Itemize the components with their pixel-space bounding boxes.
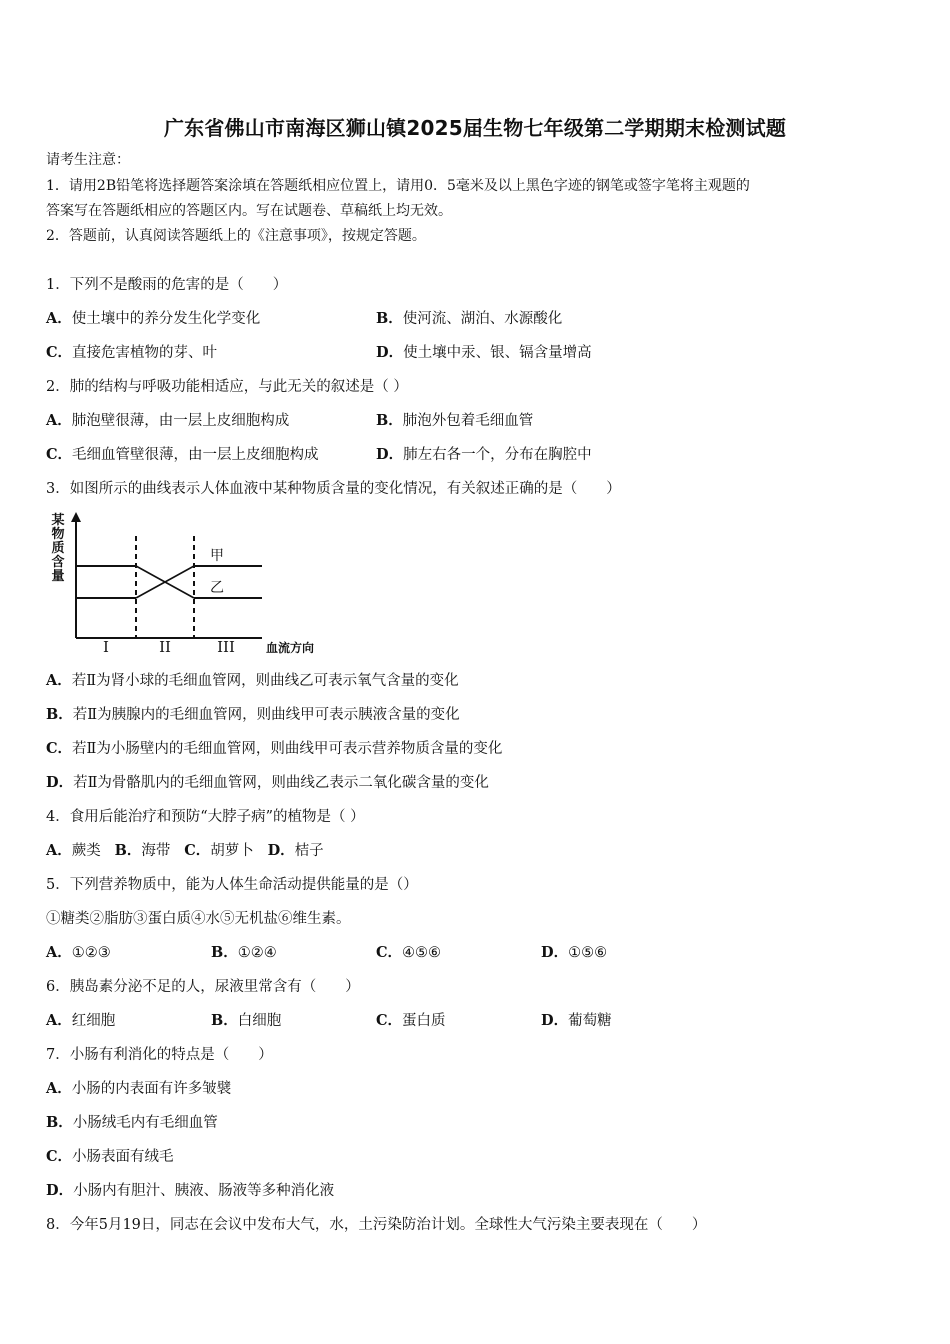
- question-4-option-a: 蕨类: [71, 843, 101, 859]
- y-axis-label-char: 某: [51, 513, 65, 528]
- question-7-option-a: [46, 1079, 231, 1099]
- option-letter: D．: [376, 344, 404, 361]
- option-text: 蛋白质: [402, 1013, 446, 1029]
- option-text: 小肠绒毛内有毛细血管: [72, 1115, 218, 1131]
- option-letter: B．: [376, 310, 403, 327]
- option-text: 使河流、湖泊、水源酸化: [402, 311, 563, 327]
- option-text: 小肠表面有绒毛: [72, 1149, 174, 1165]
- y-axis-label: [51, 512, 64, 584]
- question-6-option-a: [46, 1011, 115, 1031]
- question-2-option-c: [46, 445, 319, 465]
- option-letter: B．: [376, 412, 403, 429]
- option-letter: B．: [211, 944, 238, 961]
- option-letter: C．: [376, 1012, 403, 1029]
- option-letter: D．: [541, 1012, 569, 1029]
- option-letter: D．: [46, 774, 74, 791]
- option-text: 使土壤中汞、银、镉含量增高: [403, 345, 592, 361]
- question-4-option-b: 海带: [141, 843, 171, 859]
- option-letter: B．: [211, 1012, 238, 1029]
- question-2-option-a: [46, 411, 289, 431]
- question-7-option-d: [46, 1181, 334, 1201]
- option-text: 若Ⅱ为骨骼肌内的毛细血管网，则曲线乙表示二氧化碳含量的变化: [73, 775, 489, 791]
- question-8-stem: 8．今年5月19日，同志在会议中发布大气，水，土污染防治计划。全球性大气污染主要表现在（ ）: [46, 1217, 707, 1233]
- question-5-items: ①糖类②脂肪③蛋白质④水⑤无机盐⑥维生素。: [46, 911, 351, 927]
- question-5-option-c: [376, 943, 441, 963]
- question-7-option-b: [46, 1113, 218, 1133]
- series-label-jia: 甲: [210, 548, 224, 564]
- option-letter: C．: [46, 344, 73, 361]
- option-letter: D．: [541, 944, 569, 961]
- option-letter: D．: [46, 1182, 74, 1199]
- option-letter: B．: [114, 842, 142, 859]
- question-6-option-b: [211, 1011, 281, 1031]
- option-letter: A．: [46, 412, 72, 429]
- region-label-2: II: [159, 638, 171, 654]
- y-axis-label-char: 含: [51, 555, 65, 570]
- option-text: 直接危害植物的芽、叶: [72, 345, 218, 361]
- question-4-option-c: 胡萝卜: [210, 843, 254, 859]
- option-text: 白细胞: [237, 1013, 282, 1029]
- question-5-option-d: [541, 943, 607, 963]
- option-text: 肺泡外包着毛细血管: [402, 413, 534, 429]
- option-letter: B．: [46, 1114, 73, 1131]
- option-letter: C．: [46, 740, 73, 757]
- option-text: ①⑤⑥: [568, 945, 608, 961]
- question-1-option-a: [46, 309, 260, 329]
- question-4-options: [46, 841, 324, 861]
- option-letter: A．: [46, 842, 72, 859]
- question-2-stem: 2．肺的结构与呼吸功能相适应，与此无关的叙述是（ ）: [46, 379, 408, 395]
- question-1-option-c: [46, 343, 217, 363]
- question-3-option-a: [46, 671, 459, 691]
- exam-title: 广东省佛山市南海区狮山镇2025届生物七年级第二学期期末检测试题: [163, 116, 787, 140]
- question-3-option-c: [46, 739, 502, 759]
- question-5-option-a: [46, 943, 111, 963]
- question-3-option-d: [46, 773, 489, 793]
- question-1-stem: 1．下列不是酸雨的危害的是（ ）: [46, 277, 288, 293]
- option-text: ④⑤⑥: [402, 945, 442, 961]
- question-6-option-d: [541, 1011, 612, 1031]
- option-letter: C．: [46, 1148, 73, 1165]
- notice-line-1a: 1．请用2B铅笔将选择题答案涂填在答题纸相应位置上，请用0．5毫米及以上黑色字迹的钢笔或签字笔将主观题的: [46, 178, 750, 194]
- notice-line-1b: 答案写在答题纸相应的答题区内。写在试题卷、草稿纸上均无效。: [46, 203, 452, 219]
- option-letter: A．: [46, 310, 72, 327]
- option-text: 肺左右各一个，分布在胸腔中: [403, 447, 592, 463]
- y-axis-label-char: 量: [51, 569, 65, 584]
- y-axis-arrow: [71, 512, 81, 522]
- region-label-3: III: [217, 638, 235, 654]
- question-4-option-d: 桔子: [294, 843, 324, 859]
- option-letter: C．: [184, 842, 211, 859]
- blood-content-chart: [44, 512, 344, 654]
- option-letter: D．: [376, 446, 404, 463]
- option-text: 小肠内有胆汁、胰液、肠液等多种消化液: [73, 1183, 335, 1199]
- option-letter: D．: [267, 842, 295, 859]
- question-3-stem: 3．如图所示的曲线表示人体血液中某种物质含量的变化情况，有关叙述正确的是（ ）: [46, 481, 621, 497]
- option-letter: C．: [46, 446, 73, 463]
- question-1-option-b: [376, 309, 562, 329]
- question-5-option-b: [211, 943, 277, 963]
- question-5-stem: 5．下列营养物质中，能为人体生命活动提供能量的是（）: [46, 877, 418, 893]
- question-3-option-b: [46, 705, 460, 725]
- option-text: 肺泡壁很薄，由一层上皮细胞构成: [71, 413, 290, 429]
- option-letter: A．: [46, 944, 72, 961]
- question-6-stem: 6．胰岛素分泌不足的人，尿液里常含有（ ）: [46, 979, 360, 995]
- question-7-stem: 7．小肠有利消化的特点是（ ）: [46, 1047, 273, 1063]
- question-6-option-c: [376, 1011, 446, 1031]
- option-text: ①②④: [237, 945, 277, 961]
- question-7-option-c: [46, 1147, 174, 1167]
- notice-heading: 请考生注意：: [46, 152, 130, 168]
- option-letter: A．: [46, 672, 72, 689]
- option-text: 若Ⅱ为胰腺内的毛细血管网，则曲线甲可表示胰液含量的变化: [72, 707, 460, 723]
- question-1-option-d: [376, 343, 592, 363]
- question-2-option-b: [376, 411, 533, 431]
- y-axis-label-char: 质: [51, 541, 65, 556]
- option-text: ①②③: [71, 945, 111, 961]
- option-letter: C．: [376, 944, 403, 961]
- notice-line-2: 2．答题前，认真阅读答题纸上的《注意事项》，按规定答题。: [46, 228, 426, 244]
- option-text: 小肠的内表面有许多皱襞: [71, 1081, 232, 1097]
- option-text: 毛细血管壁很薄，由一层上皮细胞构成: [72, 447, 319, 463]
- y-axis-label-char: 物: [51, 527, 65, 542]
- x-axis-label: 血流方向: [266, 641, 315, 654]
- question-4-stem: 4．食用后能治疗和预防“大脖子病”的植物是（ ）: [46, 809, 365, 825]
- series-label-yi: 乙: [210, 580, 224, 596]
- option-text: 若Ⅱ为肾小球的毛细血管网，则曲线乙可表示氧气含量的变化: [71, 673, 459, 689]
- option-letter: A．: [46, 1080, 72, 1097]
- region-label-1: I: [103, 638, 109, 654]
- option-text: 红细胞: [71, 1013, 116, 1029]
- option-text: 葡萄糖: [568, 1013, 612, 1029]
- option-text: 使土壤中的养分发生化学变化: [71, 311, 261, 327]
- option-letter: B．: [46, 706, 73, 723]
- option-letter: A．: [46, 1012, 72, 1029]
- option-text: 若Ⅱ为小肠壁内的毛细血管网，则曲线甲可表示营养物质含量的变化: [72, 741, 503, 757]
- question-2-option-d: [376, 445, 592, 465]
